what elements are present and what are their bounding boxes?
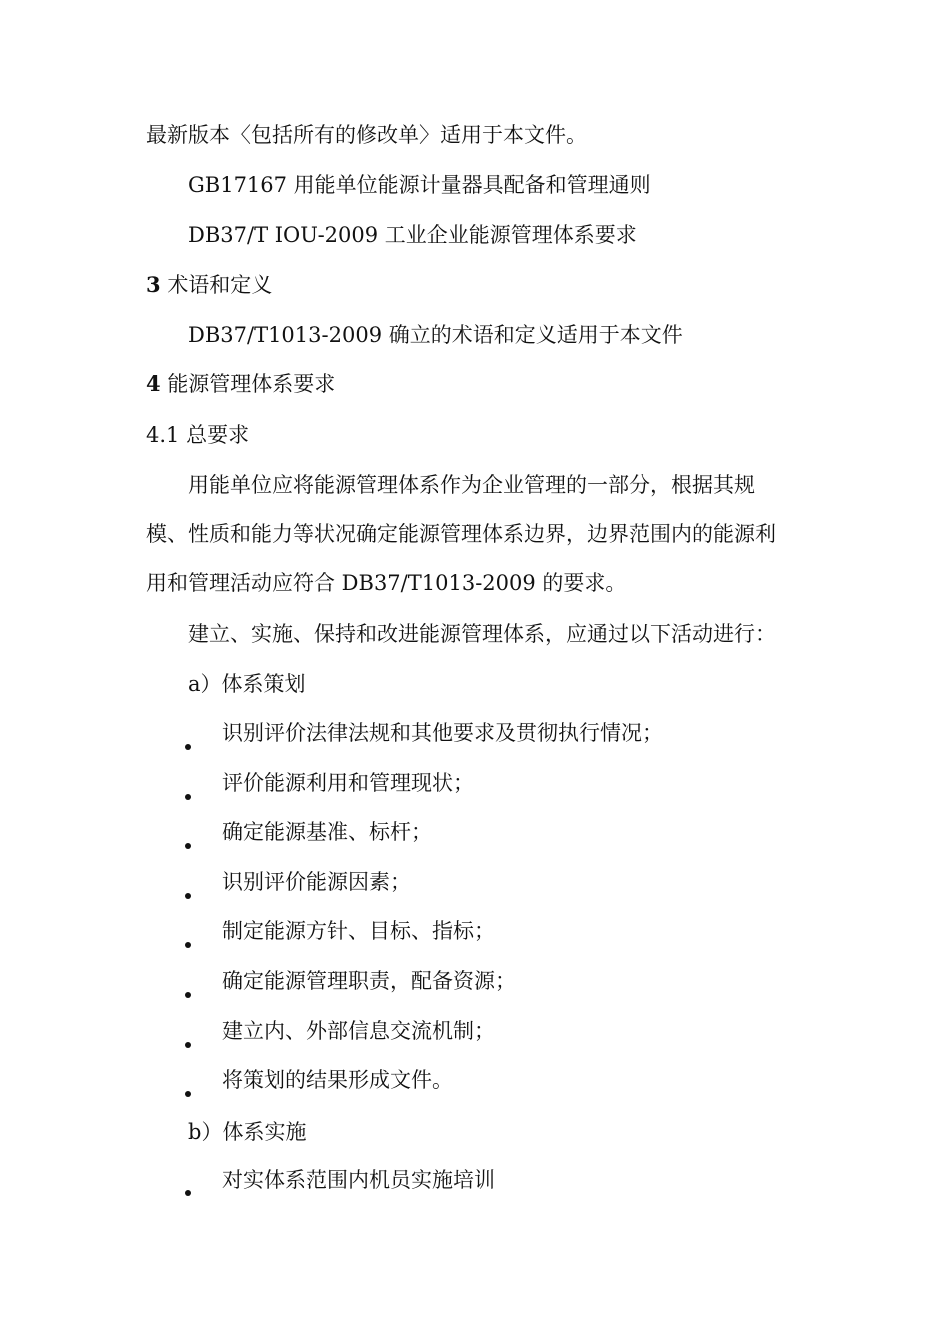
normative-reference-2: DB37/T IOU-2009 工业企业能源管理体系要求 [188,223,637,247]
bullet-icon [185,942,191,948]
subsection-4-1-heading: 4.1 总要求 [146,423,250,447]
bullet-icon [185,893,191,899]
paragraph-line: 建立、实施、保持和改进能源管理体系，应通过以下活动进行： [188,622,776,646]
section-3-number: 3 [146,272,161,297]
section-4-number: 4 [146,371,161,396]
bullet-icon [185,794,191,800]
list-b-title: b）体系实施 [188,1120,307,1144]
section-4-title: 能源管理体系要求 [167,372,336,396]
bullet-icon [185,1042,191,1048]
list-item-text: 评价能源利用和管理现状； [222,771,474,795]
list-item-text: 制定能源方针、目标、指标； [222,919,495,943]
bullet-icon [185,744,191,750]
normative-reference-1: GB17167 用能单位能源计量器具配备和管理通则 [188,173,651,197]
section-4-heading [146,369,335,399]
list-a-title: a）体系策划 [188,672,306,696]
bullet-icon [185,1091,191,1097]
section-3-body: DB37/T1013-2009 确立的术语和定义适用于本文件 [188,323,683,347]
list-item-text: 识别评价法律法规和其他要求及贯彻执行情况； [222,721,663,745]
bullet-icon [185,992,191,998]
paragraph-line: 用和管理活动应符合 DB37/T1013-2009 的要求。 [146,571,627,595]
list-item-text: 对实体系范围内机员实施培训 [222,1168,495,1192]
paragraph-line: 模、性质和能力等状况确定能源管理体系边界，边界范围内的能源利 [146,522,776,546]
bullet-icon [185,843,191,849]
bullet-icon [185,1190,191,1196]
list-item-text: 确定能源基准、标杆； [222,820,432,844]
list-item-text: 建立内、外部信息交流机制； [222,1019,495,1043]
section-3-heading [146,270,272,300]
list-item-text: 识别评价能源因素； [222,870,411,894]
section-3-title: 术语和定义 [167,273,273,297]
intro-line: 最新版本〈包括所有的修改单〉适用于本文件。 [146,123,587,147]
list-item-text: 确定能源管理职责，配备资源； [222,969,516,993]
paragraph-line: 用能单位应将能源管理体系作为企业管理的一部分，根据其规 [188,473,755,497]
list-item-text: 将策划的结果形成文件。 [222,1068,453,1092]
